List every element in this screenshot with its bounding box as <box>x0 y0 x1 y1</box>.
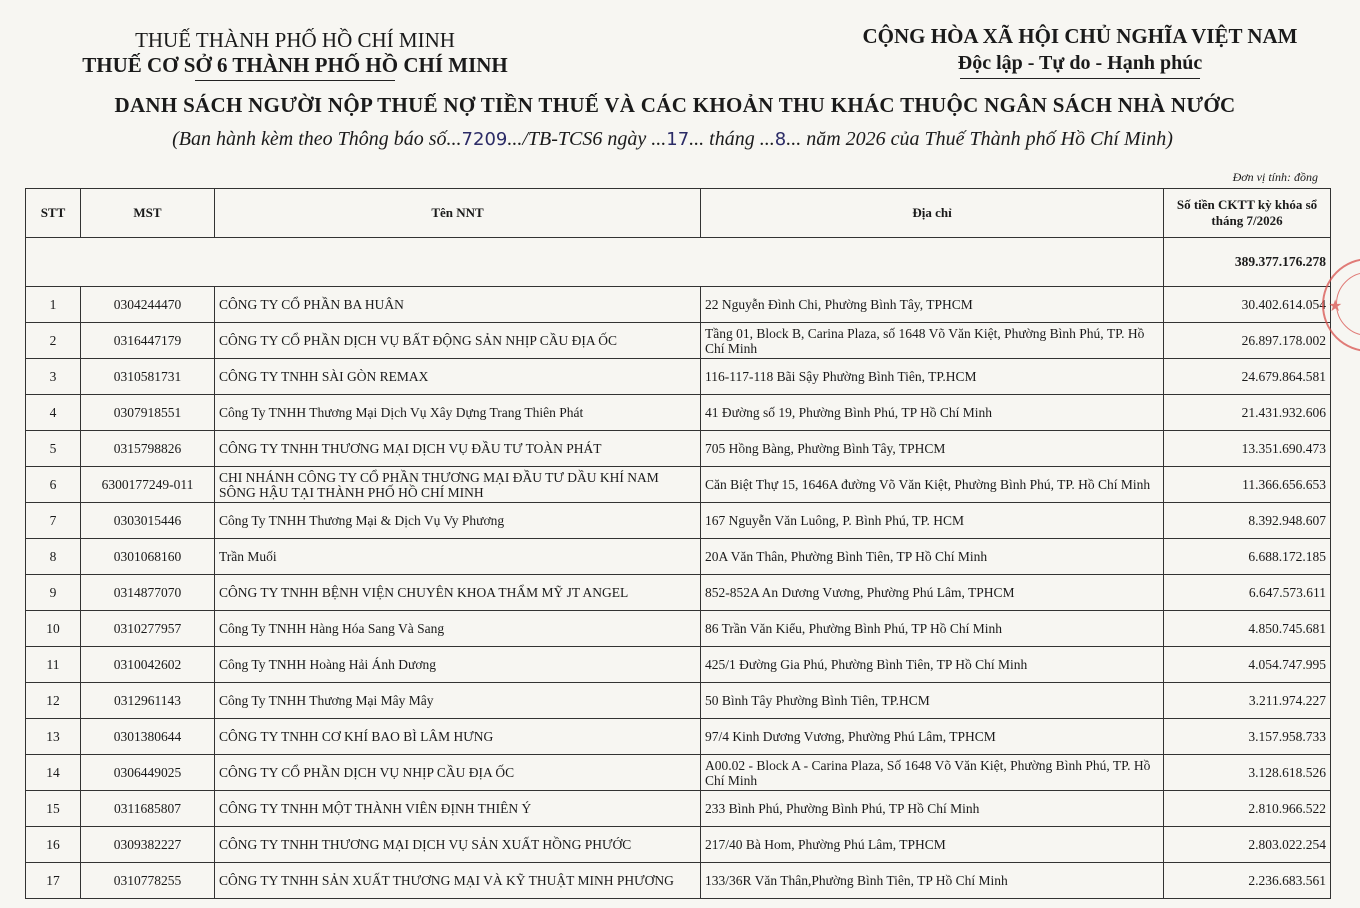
national-header <box>840 22 1320 79</box>
row-stt: 9 <box>26 575 81 611</box>
table-row <box>26 719 1331 755</box>
row-mst: 0301380644 <box>81 719 215 755</box>
row-amount: 6.647.573.611 <box>1164 575 1331 611</box>
row-taxpayer-name: CHI NHÁNH CÔNG TY CỔ PHẦN THƯƠNG MẠI ĐẦU TƯ DẦU KHÍ NAM SÔNG HẬU TẠI THÀNH PHỐ HỒ CHÍ MINH <box>215 467 701 503</box>
row-taxpayer-name: CÔNG TY TNHH THƯƠNG MẠI DỊCH VỤ SẢN XUẤT HỒNG PHƯỚC <box>215 827 701 863</box>
row-amount: 2.810.966.522 <box>1164 791 1331 827</box>
row-mst: 0309382227 <box>81 827 215 863</box>
table-row <box>26 647 1331 683</box>
row-mst: 0312961143 <box>81 683 215 719</box>
row-stt: 16 <box>26 827 81 863</box>
table-row <box>26 611 1331 647</box>
row-amount: 3.128.618.526 <box>1164 755 1331 791</box>
row-stt: 12 <box>26 683 81 719</box>
row-amount: 3.157.958.733 <box>1164 719 1331 755</box>
row-mst: 0303015446 <box>81 503 215 539</box>
row-mst: 0310581731 <box>81 359 215 395</box>
row-taxpayer-name: CÔNG TY TNHH MỘT THÀNH VIÊN ĐỊNH THIÊN Ý <box>215 791 701 827</box>
row-amount: 6.688.172.185 <box>1164 539 1331 575</box>
row-amount: 24.679.864.581 <box>1164 359 1331 395</box>
document-subtitle <box>0 128 1345 151</box>
row-stt: 14 <box>26 755 81 791</box>
row-address: 86 Trần Văn Kiểu, Phường Bình Phú, TP Hồ Chí Minh <box>701 611 1164 647</box>
total-row <box>26 238 1331 287</box>
document-title: DANH SÁCH NGƯỜI NỘP THUẾ NỢ TIỀN THUẾ VÀ CÁC KHOẢN THU KHÁC THUỘC NGÂN SÁCH NHÀ NƯỚC <box>114 93 1236 117</box>
row-address: 20A Văn Thân, Phường Bình Tiên, TP Hồ Chí Minh <box>701 539 1164 575</box>
notice-month: 8 <box>774 129 787 150</box>
table-header-row <box>26 189 1331 238</box>
row-address: 41 Đường số 19, Phường Bình Phú, TP Hồ Chí Minh <box>701 395 1164 431</box>
row-amount: 21.431.932.606 <box>1164 395 1331 431</box>
table-row <box>26 395 1331 431</box>
row-stt: 15 <box>26 791 81 827</box>
row-taxpayer-name: CÔNG TY CỔ PHẦN BA HUÂN <box>215 287 701 323</box>
subtitle-part2: .../TB-TCS6 ngày ... <box>507 128 667 150</box>
issuer-header <box>70 28 520 81</box>
issuer-underline <box>195 80 395 81</box>
table-row <box>26 323 1331 359</box>
row-address: 50 Bình Tây Phường Bình Tiên, TP.HCM <box>701 683 1164 719</box>
row-amount: 3.211.974.227 <box>1164 683 1331 719</box>
header-mst: MST <box>81 189 215 238</box>
header-stt: STT <box>26 189 81 238</box>
table-row <box>26 791 1331 827</box>
row-amount: 8.392.948.607 <box>1164 503 1331 539</box>
row-taxpayer-name: CÔNG TY TNHH SẢN XUẤT THƯƠNG MẠI VÀ KỸ THUẬT MINH PHƯƠNG <box>215 863 701 899</box>
header-address: Địa chỉ <box>701 189 1164 238</box>
row-address: 22 Nguyễn Đình Chi, Phường Bình Tây, TPHCM <box>701 287 1164 323</box>
row-mst: 0316447179 <box>81 323 215 359</box>
row-taxpayer-name: Công Ty TNHH Thương Mại Dịch Vụ Xây Dựng Trang Thiên Phát <box>215 395 701 431</box>
row-amount: 4.054.747.995 <box>1164 647 1331 683</box>
row-stt: 13 <box>26 719 81 755</box>
issuer-unit: THUẾ CƠ SỞ 6 THÀNH PHỐ HỒ CHÍ MINH <box>82 53 508 77</box>
notice-day: 17 <box>666 129 690 150</box>
table-row <box>26 467 1331 503</box>
row-address: 233 Bình Phú, Phường Bình Phú, TP Hồ Chí Minh <box>701 791 1164 827</box>
table-row <box>26 827 1331 863</box>
row-amount: 2.803.022.254 <box>1164 827 1331 863</box>
table-row <box>26 683 1331 719</box>
row-address: Căn Biệt Thự 15, 1646A đường Võ Văn Kiệt, Phường Bình Phú, TP. Hồ Chí Minh <box>701 467 1164 503</box>
row-mst: 0314877070 <box>81 575 215 611</box>
row-stt: 1 <box>26 287 81 323</box>
row-address: 133/36R Văn Thân,Phường Bình Tiên, TP Hồ Chí Minh <box>701 863 1164 899</box>
table-row <box>26 287 1331 323</box>
row-address: 97/4 Kinh Dương Vương, Phường Phú Lâm, TPHCM <box>701 719 1164 755</box>
row-taxpayer-name: Công Ty TNHH Hàng Hóa Sang Và Sang <box>215 611 701 647</box>
row-stt: 6 <box>26 467 81 503</box>
row-taxpayer-name: CÔNG TY TNHH CƠ KHÍ BAO BÌ LÂM HƯNG <box>215 719 701 755</box>
row-stt: 5 <box>26 431 81 467</box>
row-address: 116-117-118 Bãi Sậy Phường Bình Tiên, TP.HCM <box>701 359 1164 395</box>
row-address: A00.02 - Block A - Carina Plaza, Số 1648 Võ Văn Kiệt, Phường Bình Phú, TP. Hồ Chí Minh <box>701 755 1164 791</box>
row-taxpayer-name: CÔNG TY TNHH BỆNH VIỆN CHUYÊN KHOA THẨM MỸ JT ANGEL <box>215 575 701 611</box>
row-taxpayer-name: CÔNG TY TNHH THƯƠNG MẠI DỊCH VỤ ĐẦU TƯ TOÀN PHÁT <box>215 431 701 467</box>
row-stt: 7 <box>26 503 81 539</box>
row-mst: 0301068160 <box>81 539 215 575</box>
table-row <box>26 359 1331 395</box>
row-taxpayer-name: Công Ty TNHH Thương Mại & Dịch Vụ Vy Phương <box>215 503 701 539</box>
table-row <box>26 863 1331 899</box>
subtitle-part3: ... tháng ... <box>689 128 775 150</box>
row-mst: 6300177249-011 <box>81 467 215 503</box>
subtitle-part1: (Ban hành kèm theo Thông báo số... <box>172 128 462 150</box>
row-stt: 3 <box>26 359 81 395</box>
total-label-cell <box>26 238 1164 287</box>
row-mst: 0307918551 <box>81 395 215 431</box>
row-stt: 11 <box>26 647 81 683</box>
currency-unit: Đơn vị tính: đồng <box>1232 170 1318 184</box>
table-row <box>26 431 1331 467</box>
row-amount: 4.850.745.681 <box>1164 611 1331 647</box>
row-mst: 0306449025 <box>81 755 215 791</box>
total-amount: 389.377.176.278 <box>1164 238 1331 287</box>
table-row <box>26 755 1331 791</box>
row-taxpayer-name: Trần Muối <box>215 539 701 575</box>
row-taxpayer-name: Công Ty TNHH Hoàng Hải Ánh Dương <box>215 647 701 683</box>
row-amount: 13.351.690.473 <box>1164 431 1331 467</box>
national-name: CỘNG HÒA XÃ HỘI CHỦ NGHĨA VIỆT NAM <box>862 24 1298 48</box>
row-mst: 0310277957 <box>81 611 215 647</box>
row-mst: 0315798826 <box>81 431 215 467</box>
row-address: 217/40 Bà Hom, Phường Phú Lâm, TPHCM <box>701 827 1164 863</box>
row-address: 705 Hồng Bàng, Phường Bình Tây, TPHCM <box>701 431 1164 467</box>
row-taxpayer-name: CÔNG TY CỔ PHẦN DỊCH VỤ BẤT ĐỘNG SẢN NHỊP CẦU ĐỊA ỐC <box>215 323 701 359</box>
motto-underline <box>960 78 1200 79</box>
row-amount: 11.366.656.653 <box>1164 467 1331 503</box>
seal-star-icon: ★ <box>1328 298 1343 315</box>
row-address: 167 Nguyễn Văn Luông, P. Bình Phú, TP. HCM <box>701 503 1164 539</box>
row-taxpayer-name: CÔNG TY CỔ PHẦN DỊCH VỤ NHỊP CẦU ĐỊA ỐC <box>215 755 701 791</box>
subtitle-part4: ... năm 2026 của Thuế Thành phố Hồ Chí Minh) <box>786 128 1173 150</box>
row-address: 425/1 Đường Gia Phú, Phường Bình Tiên, TP Hồ Chí Minh <box>701 647 1164 683</box>
row-amount: 2.236.683.561 <box>1164 863 1331 899</box>
row-mst: 0310042602 <box>81 647 215 683</box>
row-mst: 0311685807 <box>81 791 215 827</box>
table-row <box>26 575 1331 611</box>
row-amount: 26.897.178.002 <box>1164 323 1331 359</box>
row-address: 852-852A An Dương Vương, Phường Phú Lâm, TPHCM <box>701 575 1164 611</box>
row-stt: 4 <box>26 395 81 431</box>
row-stt: 17 <box>26 863 81 899</box>
table-row <box>26 539 1331 575</box>
national-motto: Độc lập - Tự do - Hạnh phúc <box>957 52 1203 74</box>
row-address: Tầng 01, Block B, Carina Plaza, số 1648 Võ Văn Kiệt, Phường Bình Phú, TP. Hồ Chí Minh <box>701 323 1164 359</box>
row-stt: 2 <box>26 323 81 359</box>
row-taxpayer-name: CÔNG TY TNHH SÀI GÒN REMAX <box>215 359 701 395</box>
header-amount: Số tiền CKTT kỳ khóa sổ tháng 7/2026 <box>1164 189 1331 238</box>
row-stt: 10 <box>26 611 81 647</box>
row-taxpayer-name: Công Ty TNHH Thương Mại Mây Mây <box>215 683 701 719</box>
issuer-parent: THUẾ THÀNH PHỐ HỒ CHÍ MINH <box>135 28 455 52</box>
row-mst: 0310778255 <box>81 863 215 899</box>
row-amount: 30.402.614.054 <box>1164 287 1331 323</box>
header-name: Tên NNT <box>215 189 701 238</box>
row-mst: 0304244470 <box>81 287 215 323</box>
row-stt: 8 <box>26 539 81 575</box>
notice-number: 7209 <box>461 129 508 150</box>
table-row <box>26 503 1331 539</box>
debtor-table <box>25 188 1331 899</box>
